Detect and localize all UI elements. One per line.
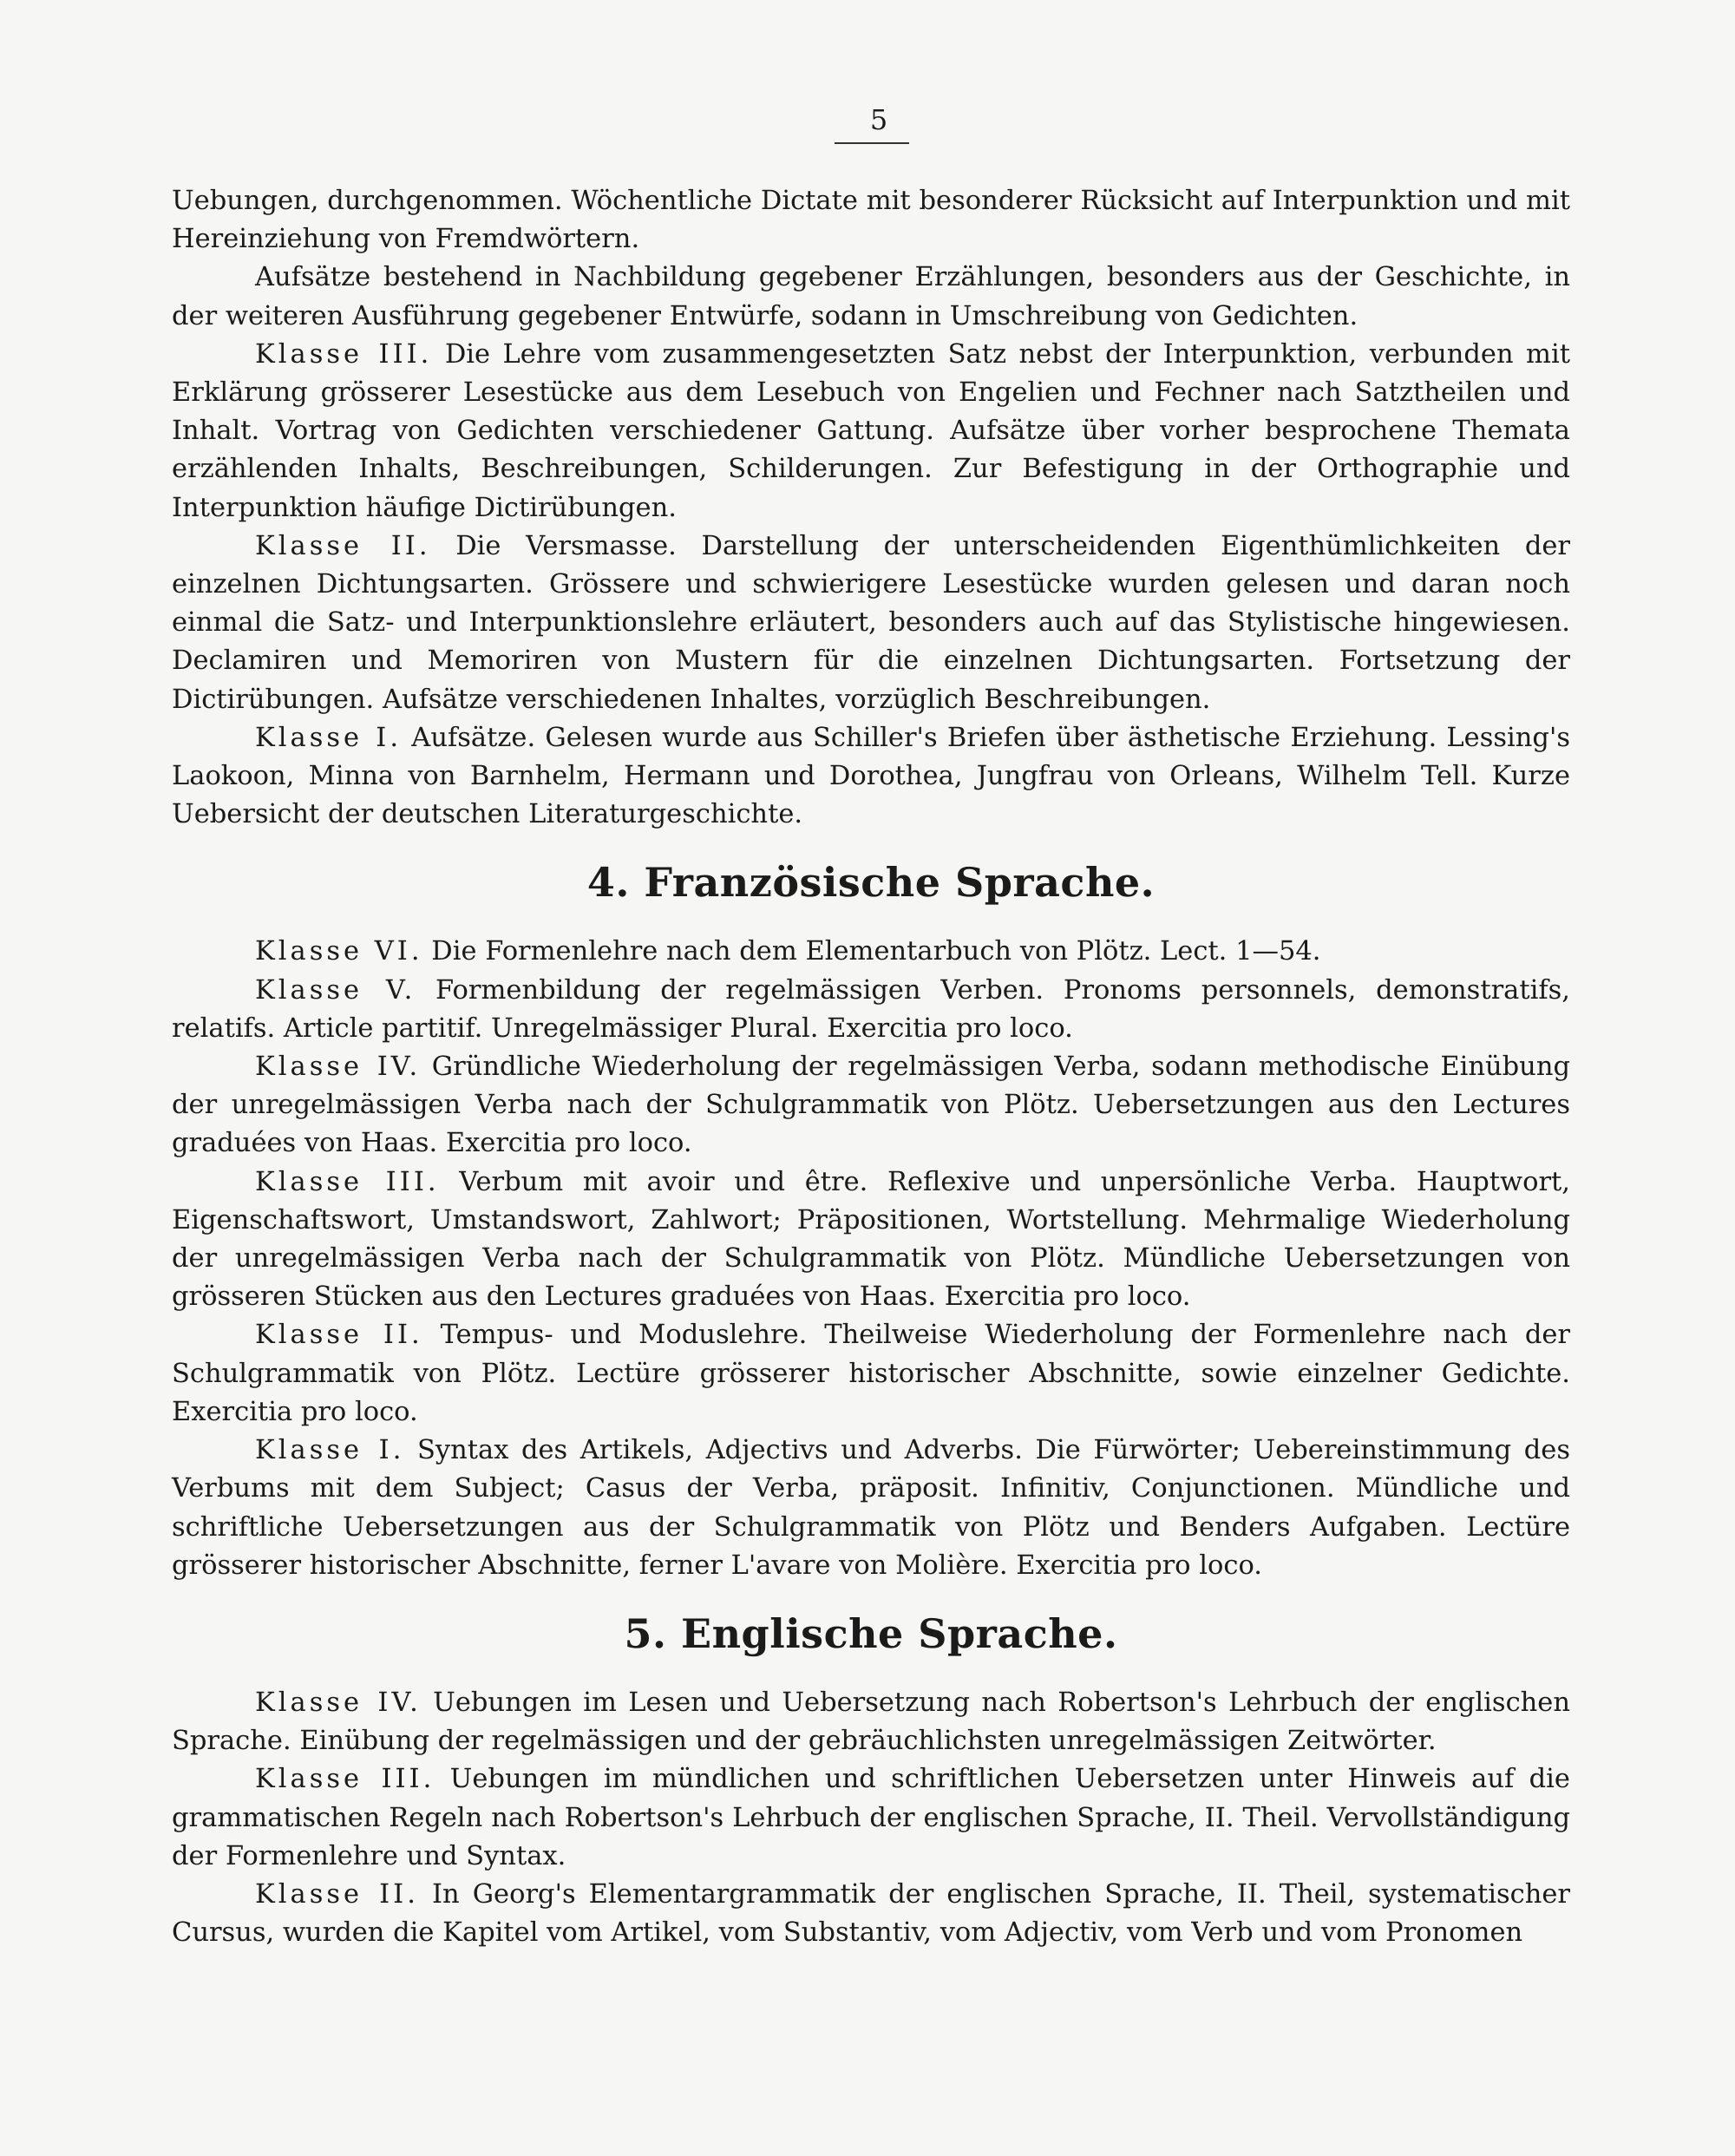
engl-klasse-iv-paragraph bbox=[172, 1684, 1570, 1760]
page-body bbox=[172, 182, 1570, 1952]
deutsch-klasse-iii-paragraph bbox=[172, 336, 1570, 528]
franz-klasse-iv-paragraph bbox=[172, 1048, 1570, 1163]
deutsch-klasse-ii-paragraph bbox=[172, 528, 1570, 719]
franz-klasse-ii-paragraph bbox=[172, 1316, 1570, 1432]
class-label: Klasse IV. bbox=[255, 1687, 422, 1718]
class-text: In Georg's Elementargrammatik der englischen Sprache, II. Theil, systematischer Cursus, wurden die Kapitel vom Artikel, vom Substantiv, vom Adjectiv, vom Verb und vom Pronomen bbox=[172, 1878, 1570, 1949]
deutsch-continuation-paragraph: Uebungen, durchgenommen. Wöchentliche Dictate mit besonderer Rücksicht auf Interpunktion und mit Hereinziehung von Fremdwörtern. bbox=[172, 186, 1570, 255]
franz-klasse-vi-paragraph bbox=[172, 933, 1570, 971]
class-text: Die Lehre vom zusammengesetzten Satz nebst der Interpunktion, verbunden mit Erklärung grösserer Lesestücke aus dem Lesebuch von Engelien und Fechner nach Satztheilen und Inhalt. Vortrag von Gedichten verschiedener Gattung. Aufsätze über vorher besprochene Themata erzählenden Inhalts, Beschreibungen, Schilderungen. Zur Befestigung in der Orthographie und Interpunktion häufige Dictirübungen. bbox=[172, 338, 1570, 523]
class-text: Die Versmasse. Darstellung der unterscheidenden Eigenthümlichkeiten der einzelnen Dichtungsarten. Grössere und schwierigere Lesestücke wurden gelesen und daran noch einmal die Satz- und Interpunktionslehre erläutert, besonders auch auf das Stylistische hingewiesen. Declamiren und Memoriren von Mustern für die einzelnen Dichtungsarten. Fortsetzung der Dictirübungen. Aufsätze verschiedenen Inhaltes, vorzüglich Beschreibungen. bbox=[172, 530, 1570, 715]
class-text: Uebungen im mündlichen und schriftlichen Uebersetzen unter Hinweis auf die grammatischen Regeln nach Robertson's Lehrbuch der englischen Sprache, II. Theil. Vervollständigung der Formenlehre und Syntax. bbox=[172, 1764, 1570, 1871]
class-label: Klasse V. bbox=[255, 974, 416, 1006]
franz-klasse-v-paragraph bbox=[172, 972, 1570, 1048]
class-label: Klasse II. bbox=[255, 530, 431, 561]
class-label: Klasse IV. bbox=[255, 1052, 422, 1083]
franz-klasse-iii-paragraph bbox=[172, 1163, 1570, 1317]
class-text: Tempus- und Moduslehre. Theilweise Wiederholung der Formenlehre nach der Schulgrammatik von Plötz. Lectüre grösserer historischer Abschnitte, sowie einzelner Gedichte. Exercitia pro loco. bbox=[172, 1320, 1570, 1427]
class-text: Verbum mit avoir und être. Reflexive und unpersönliche Verba. Hauptwort, Eigenschaftswort, Umstandswort, Zahlwort; Präpositionen, Wortstellung. Mehrmalige Wiederholung der unregelmässigen Verba nach der Schulgrammatik von Plötz. Mündliche Uebersetzungen von grösseren Stücken aus den Lectures graduées von Haas. Exercitia pro loco. bbox=[172, 1166, 1570, 1313]
deutsch-aufsaetze-paragraph: Aufsätze bestehend in Nachbildung gegebener Erzählungen, besonders aus der Geschichte, in der weiteren Ausführung gegebener Entwürfe, sodann in Umschreibung von Gedichten. bbox=[172, 262, 1570, 331]
page-number-rule bbox=[835, 142, 909, 144]
class-label: Klasse III. bbox=[255, 338, 433, 370]
class-text: Syntax des Artikels, Adjectivs und Adverbs. Die Fürwörter; Uebereinstimmung des Verbums mit dem Subject; Casus der Verba, präposit. Infinitiv, Conjunctionen. Mündliche und schriftliche Uebersetzungen aus der Schulgrammatik von Plötz und Benders Aufgaben. Lectüre grösserer historischer Abschnitte, ferner L'avare von Molière. Exercitia pro loco. bbox=[172, 1435, 1570, 1581]
class-text: Uebungen im Lesen und Uebersetzung nach Robertson's Lehrbuch der englischen Sprache. Einübung der regelmässigen und der gebräuchlichsten unregelmässigen Zeitwörter. bbox=[172, 1687, 1570, 1757]
class-label: Klasse VI. bbox=[255, 936, 423, 967]
class-text: Gründliche Wiederholung der regelmässigen Verba, sodann methodische Einübung der unregelmässigen Verba nach der Schulgrammatik von Plötz. Uebersetzungen aus den Lectures graduées von Haas. Exercitia pro loco. bbox=[172, 1052, 1570, 1159]
class-label: Klasse III. bbox=[255, 1764, 435, 1795]
class-label: Klasse I. bbox=[255, 722, 403, 753]
section-heading-franzoesisch: 4. Französische Sprache. bbox=[586, 859, 1156, 907]
class-label: Klasse I. bbox=[255, 1435, 405, 1466]
deutsch-klasse-i-paragraph bbox=[172, 719, 1570, 835]
engl-klasse-iii-paragraph bbox=[172, 1760, 1570, 1876]
class-label: Klasse III. bbox=[255, 1166, 440, 1197]
section-heading-englisch: 5. Englische Sprache. bbox=[624, 1609, 1118, 1657]
class-text: Die Formenlehre nach dem Elementarbuch von Plötz. Lect. 1—54. bbox=[422, 936, 1321, 967]
engl-klasse-ii-paragraph bbox=[172, 1876, 1570, 1952]
franz-klasse-i-paragraph bbox=[172, 1432, 1570, 1585]
class-label: Klasse II. bbox=[255, 1320, 423, 1351]
class-text: Formenbildung der regelmässigen Verben. Pronoms personnels, demonstratifs, relatifs. Article partitif. Unregelmässiger Plural. Exercitia pro loco. bbox=[172, 974, 1570, 1044]
class-text: Aufsätze. Gelesen wurde aus Schiller's Briefen über ästhetische Erziehung. Lessing's Laokoon, Minna von Barnhelm, Hermann und Dorothea, Jungfrau von Orleans, Wilhelm Tell. Kurze Uebersicht der deutschen Literaturgeschichte. bbox=[172, 722, 1570, 830]
class-label: Klasse II. bbox=[255, 1878, 419, 1910]
page-number: 5 bbox=[869, 103, 888, 136]
